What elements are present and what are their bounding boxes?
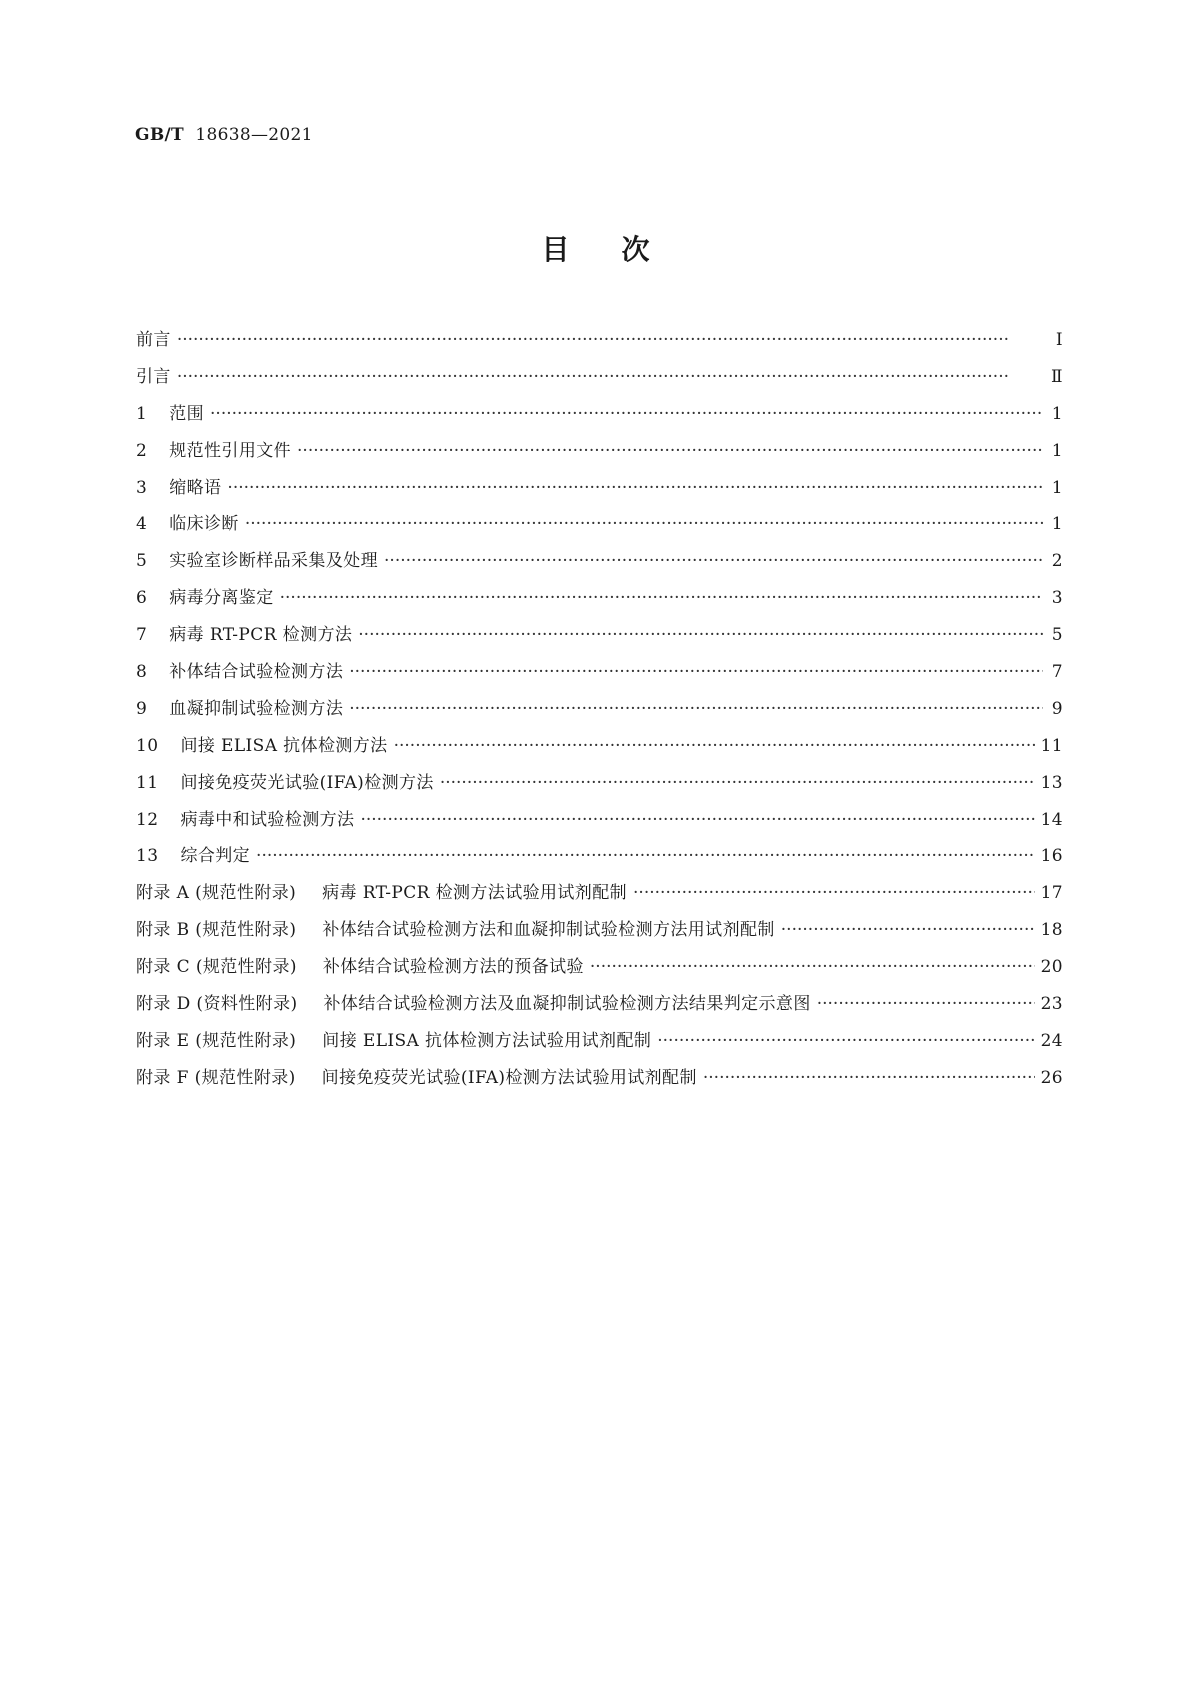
toc-entry-page: 26	[1040, 1067, 1063, 1088]
toc-entry-number: 4	[136, 514, 148, 535]
toc-entry[interactable]	[136, 915, 1063, 952]
toc-dot-leader	[358, 625, 1043, 645]
toc-entry-page: 7	[1051, 662, 1063, 683]
toc-entry[interactable]	[136, 436, 1063, 473]
toc-dot-leader	[817, 994, 1035, 1014]
toc-entry-number: 3	[136, 477, 148, 498]
toc-entry-label: 间接 ELISA 抗体检测方法	[180, 735, 388, 756]
toc-entry-label: 病毒 RT-PCR 检测方法试验用试剂配制	[322, 883, 628, 904]
toc-entry[interactable]	[136, 952, 1063, 989]
toc-dot-leader	[394, 736, 1035, 756]
toc-entry-page: 1	[1051, 477, 1063, 498]
toc-entry-label: 实验室诊断样品采集及处理	[169, 551, 379, 572]
toc-entry-number: 9	[136, 698, 148, 719]
toc-entry[interactable]	[136, 989, 1063, 1026]
toc-entry[interactable]	[136, 878, 1063, 915]
toc-entry-label: 间接免疫荧光试验(IFA)检测方法	[180, 772, 434, 793]
toc-entry-number: 12	[136, 809, 159, 830]
toc-entry-number: 2	[136, 440, 148, 461]
toc-dot-leader	[210, 404, 1043, 424]
toc-entry-page: 1	[1051, 514, 1063, 535]
toc-entry-page: 1	[1051, 403, 1063, 424]
toc-entry-label: 引言	[136, 366, 171, 387]
toc-entry-number: 附录 A (规范性附录)	[136, 883, 297, 904]
toc-entry[interactable]	[136, 731, 1063, 768]
toc-entry-page: 13	[1040, 772, 1063, 793]
toc-entry[interactable]	[136, 362, 1063, 399]
toc-entry-page: 14	[1040, 809, 1063, 830]
toc-entry-page: 5	[1051, 625, 1063, 646]
toc-entry-number: 附录 C (规范性附录)	[136, 957, 297, 978]
toc-entry-label: 血凝抑制试验检测方法	[169, 698, 344, 719]
toc-dot-leader	[297, 441, 1043, 461]
toc-dot-leader	[703, 1068, 1035, 1088]
toc-entry-number: 1	[136, 403, 148, 424]
toc-entry[interactable]	[136, 473, 1063, 510]
toc-entry-page: 24	[1040, 1030, 1063, 1051]
toc-entry-number: 10	[136, 735, 159, 756]
toc-entry-page: 2	[1051, 551, 1063, 572]
toc-entry-label: 补体结合试验检测方法和血凝抑制试验检测方法用试剂配制	[322, 920, 775, 941]
toc-entry-label: 综合判定	[180, 846, 251, 867]
toc-dot-leader	[245, 514, 1043, 534]
toc-dot-leader	[349, 699, 1043, 719]
toc-entry[interactable]	[136, 694, 1063, 731]
toc-entry-page: 9	[1051, 698, 1063, 719]
toc-entry-number: 6	[136, 588, 148, 609]
toc-dot-leader	[590, 957, 1035, 977]
toc-entry[interactable]	[136, 620, 1063, 657]
toc-entry[interactable]	[136, 1026, 1063, 1063]
toc-entry-number: 8	[136, 662, 148, 683]
toc-entry[interactable]	[136, 805, 1063, 842]
toc-dot-leader	[177, 330, 1043, 350]
toc-dot-leader	[349, 662, 1043, 682]
toc-entry-page: 20	[1040, 957, 1063, 978]
toc-entry-label: 补体结合试验检测方法的预备试验	[322, 957, 584, 978]
toc-entry-label: 缩略语	[169, 477, 222, 498]
toc-entry-label: 临床诊断	[169, 514, 239, 535]
toc-entry-number: 附录 F (规范性附录)	[136, 1067, 296, 1088]
toc-entry[interactable]	[136, 325, 1063, 362]
toc-entry-label: 前言	[136, 330, 171, 350]
standard-code-number: 18638—2021	[195, 125, 313, 145]
toc-entry[interactable]	[136, 509, 1063, 546]
toc-dot-leader	[633, 883, 1035, 903]
toc-entry-number: 附录 D (资料性附录)	[136, 994, 298, 1015]
toc-dot-leader	[781, 920, 1035, 940]
toc-entry-label: 规范性引用文件	[169, 440, 292, 461]
toc-entry-page: Ⅱ	[1051, 366, 1063, 387]
toc-entry-number: 13	[136, 846, 159, 867]
toc-entry[interactable]	[136, 768, 1063, 805]
toc-entry-number: 附录 B (规范性附录)	[136, 920, 297, 941]
standard-code-prefix: GB/T	[135, 125, 184, 145]
toc-dot-leader	[440, 773, 1035, 793]
toc-entry-page: 1	[1051, 440, 1063, 461]
page-title: 目次	[541, 233, 702, 266]
standard-code	[135, 125, 313, 145]
toc-entry[interactable]	[136, 546, 1063, 583]
toc-entry-number: 5	[136, 551, 148, 572]
toc-entry[interactable]	[136, 841, 1063, 878]
toc-entry-number: 11	[136, 772, 159, 793]
table-of-contents	[136, 325, 1063, 1100]
toc-entry-label: 病毒分离鉴定	[169, 588, 274, 609]
toc-entry-label: 补体结合试验检测方法及血凝抑制试验检测方法结果判定示意图	[323, 994, 811, 1015]
toc-dot-leader	[360, 810, 1034, 830]
toc-entry-label: 病毒中和试验检测方法	[180, 809, 355, 830]
toc-dot-leader	[227, 478, 1043, 498]
toc-entry[interactable]	[136, 399, 1063, 436]
toc-dot-leader	[177, 367, 1043, 387]
toc-entry-page: 17	[1040, 883, 1063, 904]
toc-entry-label: 补体结合试验检测方法	[169, 662, 344, 683]
toc-entry-page: 3	[1051, 588, 1063, 609]
toc-entry-page: 18	[1040, 920, 1063, 941]
toc-dot-leader	[657, 1031, 1034, 1051]
toc-dot-leader	[280, 588, 1043, 608]
toc-entry[interactable]	[136, 1063, 1063, 1100]
toc-entry-page: 23	[1040, 994, 1063, 1015]
toc-entry-page: 11	[1040, 735, 1063, 756]
toc-entry-number: 附录 E (规范性附录)	[136, 1030, 297, 1051]
toc-entry-label: 间接 ELISA 抗体检测方法试验用试剂配制	[322, 1030, 652, 1051]
toc-entry[interactable]	[136, 583, 1063, 620]
toc-entry-page: 16	[1040, 846, 1063, 867]
toc-dot-leader	[384, 551, 1043, 571]
toc-entry-number: 7	[136, 625, 148, 646]
toc-entry-label: 范围	[169, 403, 205, 424]
toc-entry-label: 病毒 RT-PCR 检测方法	[169, 625, 353, 646]
toc-entry[interactable]	[136, 657, 1063, 694]
toc-entry-page: Ⅰ	[1055, 330, 1063, 350]
toc-entry-label: 间接免疫荧光试验(IFA)检测方法试验用试剂配制	[321, 1067, 697, 1088]
toc-dot-leader	[256, 846, 1035, 866]
